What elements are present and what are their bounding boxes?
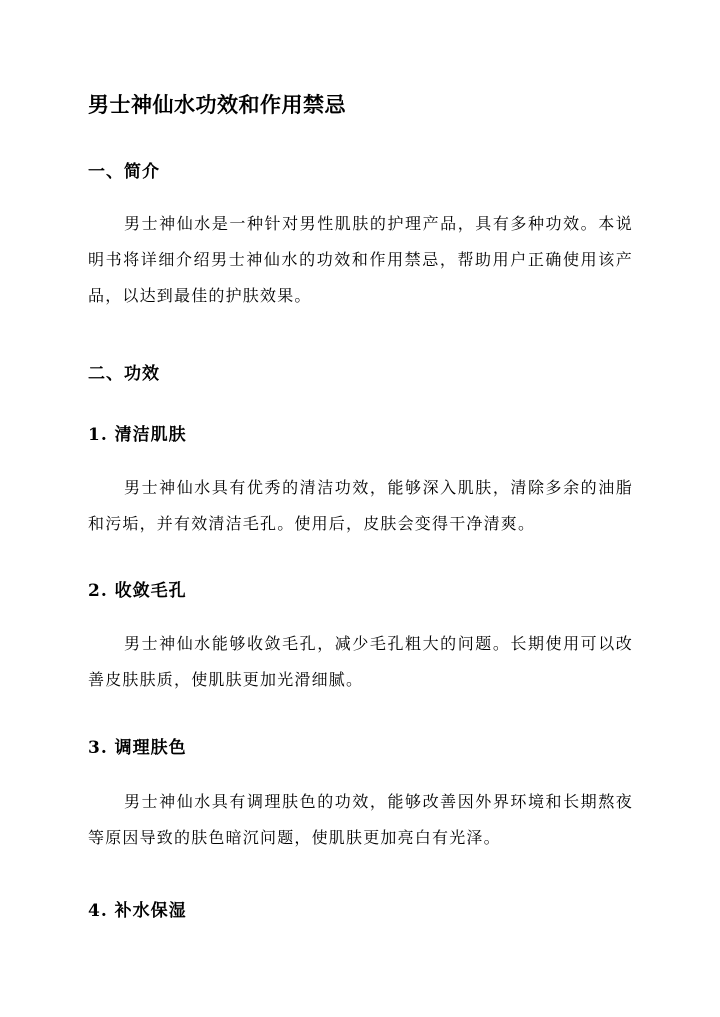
effect-paragraph-pores: 男士神仙水能够收敛毛孔，减少毛孔粗大的问题。长期使用可以改善皮肤肤质，使肌肤更加光滑细腻。 <box>88 634 633 689</box>
document-title: 男士神仙水功效和作用禁忌 <box>88 92 346 117</box>
section-heading-effects: 二、功效 <box>88 364 160 384</box>
effect-heading-hydration: 4. 补水保湿 <box>88 901 187 921</box>
effect-paragraph-cleansing: 男士神仙水具有优秀的清洁功效，能够深入肌肤，清除多余的油脂和污垢，并有效清洁毛孔。使用后，皮肤会变得干净清爽。 <box>88 478 633 533</box>
effect-heading-skin-tone: 3. 调理肤色 <box>88 738 187 758</box>
effect-heading-cleansing: 1. 清洁肌肤 <box>88 425 187 445</box>
section-heading-intro: 一、简介 <box>88 162 160 182</box>
effect-paragraph-skin-tone: 男士神仙水具有调理肤色的功效，能够改善因外界环境和长期熬夜等原因导致的肤色暗沉问题，使肌肤更加亮白有光泽。 <box>88 792 633 847</box>
intro-paragraph: 男士神仙水是一种针对男性肌肤的护理产品，具有多种功效。本说明书将详细介绍男士神仙水的功效和作用禁忌，帮助用户正确使用该产品，以达到最佳的护肤效果。 <box>88 214 633 305</box>
effect-heading-pores: 2. 收敛毛孔 <box>88 581 187 601</box>
